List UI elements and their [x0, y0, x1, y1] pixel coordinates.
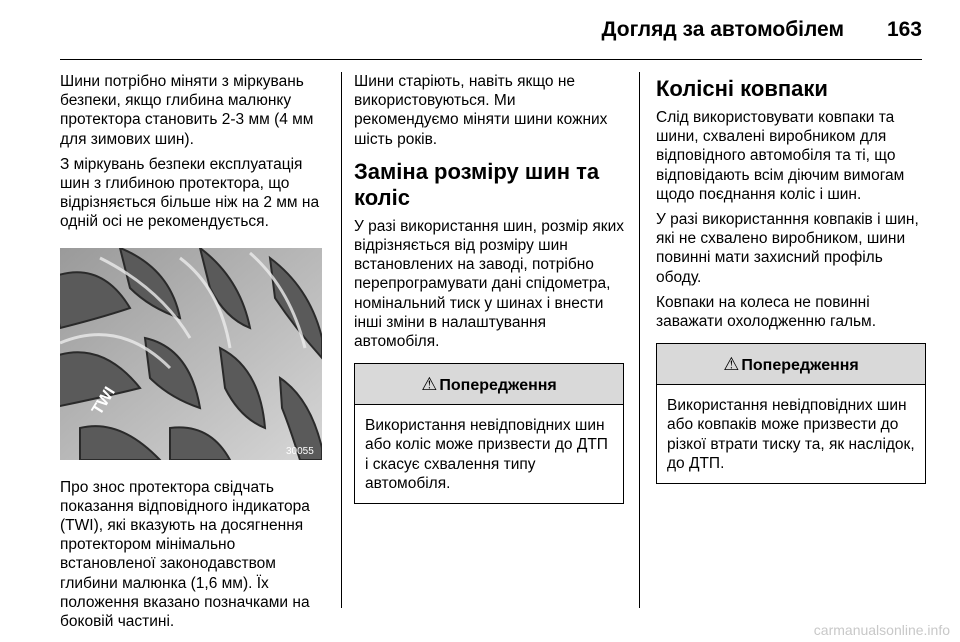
paragraph-wheel-covers-approved: Слід використовувати ковпаки та шини, схвалені виробником для відповідного автомобіля та ті, що відповідають всім діючим вимогам щодо поєднання коліс і шин. — [656, 109, 905, 203]
warning-header — [657, 344, 925, 385]
warning-body — [355, 405, 623, 503]
column-divider-1 — [341, 72, 342, 608]
paragraph-tyre-aging: Шини старіють, навіть якщо не використовуються. Ми рекомендуємо міняти шини кожних шість років. — [354, 73, 608, 148]
column-3 — [656, 72, 926, 484]
paragraph-twi: Про знос протектора свідчать показання відповідного індикатора (TWI), які вказують на досягнення протектором мінімально встановленої законодавством глибини малюнка (1,6 мм). Їх положення вказано позначками на боковій частині. — [60, 478, 310, 631]
warning-body — [657, 385, 925, 483]
twi-label: TWI — [88, 383, 119, 418]
paragraph-tread-difference: З міркувань безпеки експлуатація шин з глибиною протектора, що відрізняється більше ніж на 2 мм на одній осі не рекомендується. — [60, 155, 320, 231]
figure-number: 30055 — [286, 445, 314, 457]
warning-title: Попередження — [439, 377, 557, 395]
column-divider-2 — [639, 72, 640, 608]
warning-title: Попередження — [741, 357, 859, 375]
warning-text: Використання невідповідних шин або ковпаків може призвести до різкої втрати тиску та, як наслідок, до ДТП. — [667, 397, 915, 472]
page-title: Догляд за автомобілем — [601, 18, 844, 41]
warning-text: Використання невідповідних шин або коліс може призвести до ДТП і скасує схвалення типу автомобіля. — [365, 417, 608, 492]
paragraph-wheel-covers-unapproved: У разі використанння ковпаків і шин, які не схвалено виробником, шини повинні мати захисний профіль ободу. — [656, 211, 919, 286]
warning-box-wheel-covers — [656, 343, 926, 484]
warning-box-tyres — [354, 363, 624, 504]
page-number: 163 — [886, 18, 922, 41]
header-divider — [60, 59, 922, 60]
tyre-tread-illustration — [60, 248, 322, 460]
paragraph-tyre-size-change: У разі використання шин, розмір яких відрізняється від розміру шин встановлених на заводі, потрібно перепрограмувати дані спідометра, номінальний тиск у шинах і внести інші зміни в налаштування автомобіля. — [354, 217, 624, 351]
heading-wheel-covers: Колісні ковпаки — [656, 76, 828, 101]
warning-triangle-icon: ⚠ — [421, 374, 438, 395]
paragraph-tyre-replacement: Шини потрібно міняти з міркувань безпеки, якщо глибина малюнку протектора становить 2-3 мм (4 мм для зимових шин). — [60, 73, 314, 148]
tyre-tread-figure — [60, 248, 322, 460]
page-header — [60, 12, 922, 60]
warning-triangle-icon: ⚠ — [723, 354, 740, 375]
column-2 — [354, 72, 624, 504]
warning-header — [355, 364, 623, 405]
paragraph-brake-cooling: Ковпаки на колеса не повинні заважати охолодженню гальм. — [656, 293, 877, 331]
heading-tyre-size-change: Заміна розміру шин та коліс — [354, 158, 600, 210]
column-1 — [60, 72, 330, 637]
watermark: carmanualsonline.info — [813, 622, 950, 638]
